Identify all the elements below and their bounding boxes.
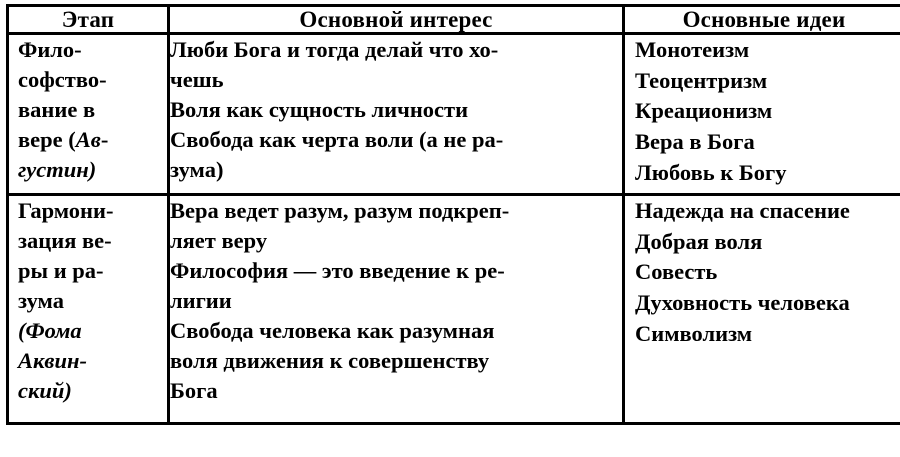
column-header-stage: Этап	[8, 6, 169, 34]
interest-line: Вера ведет разум, разум подкреп-	[170, 198, 510, 224]
stage-name-italic: густин)	[18, 156, 97, 182]
table-row	[8, 34, 900, 195]
cell-ideas-2	[624, 195, 900, 424]
interest-line: лигии	[170, 288, 232, 314]
table-header-row	[8, 6, 900, 34]
stage-name-italic: Аквин-	[18, 347, 87, 373]
idea-line: Совесть	[635, 259, 718, 285]
idea-line: Теоцентризм	[635, 67, 768, 93]
idea-line: Креационизм	[635, 98, 773, 124]
stage-line: софство-	[18, 67, 107, 93]
idea-line: Вера в Бога	[635, 129, 755, 155]
stage-line: Фило-	[18, 37, 82, 63]
interest-line: воля движения к совершенству	[170, 347, 490, 373]
stage-line: зума	[18, 288, 64, 314]
interest-line: ляет веру	[170, 228, 268, 254]
stage-name-italic: ский)	[18, 377, 72, 403]
stage-name-italic: Ав	[75, 127, 101, 153]
idea-line: Добрая воля	[635, 228, 763, 254]
cell-interest-1	[169, 34, 624, 195]
table-row	[8, 195, 900, 424]
idea-line: Символизм	[635, 320, 753, 346]
idea-line: Монотеизм	[635, 37, 750, 63]
idea-line: Духовность человека	[635, 290, 850, 316]
stage-line: Гармони-	[18, 198, 114, 224]
interest-line: Бога	[170, 377, 218, 403]
cell-interest-2	[169, 195, 624, 424]
column-header-interest: Основной интерес	[169, 6, 624, 34]
interest-line: Люби Бога и тогда делай что хо-	[170, 37, 499, 63]
interest-line: Свобода как черта воли (а не ра-	[170, 127, 504, 153]
interest-line: Воля как сущность личности	[170, 97, 469, 123]
idea-line: Любовь к Богу	[635, 159, 787, 185]
interest-line: Свобода человека как разумная	[170, 317, 495, 343]
interest-line: зума)	[170, 156, 224, 182]
cell-ideas-1	[624, 34, 900, 195]
stage-line: ры и ра-	[18, 258, 104, 284]
stage-line: вание в	[18, 97, 96, 123]
comparison-table	[6, 4, 900, 425]
cell-stage-2	[8, 195, 169, 424]
stage-name-italic: (Фома	[18, 317, 82, 343]
interest-line: чешь	[170, 67, 224, 93]
stage-line: зация ве-	[18, 228, 112, 254]
stage-line: вере (Ав-	[18, 127, 109, 153]
idea-line: Надежда на спасение	[635, 198, 850, 224]
cell-stage-1	[8, 34, 169, 195]
column-header-ideas: Основные идеи	[624, 6, 900, 34]
interest-line: Философия — это введение к ре-	[170, 258, 505, 284]
